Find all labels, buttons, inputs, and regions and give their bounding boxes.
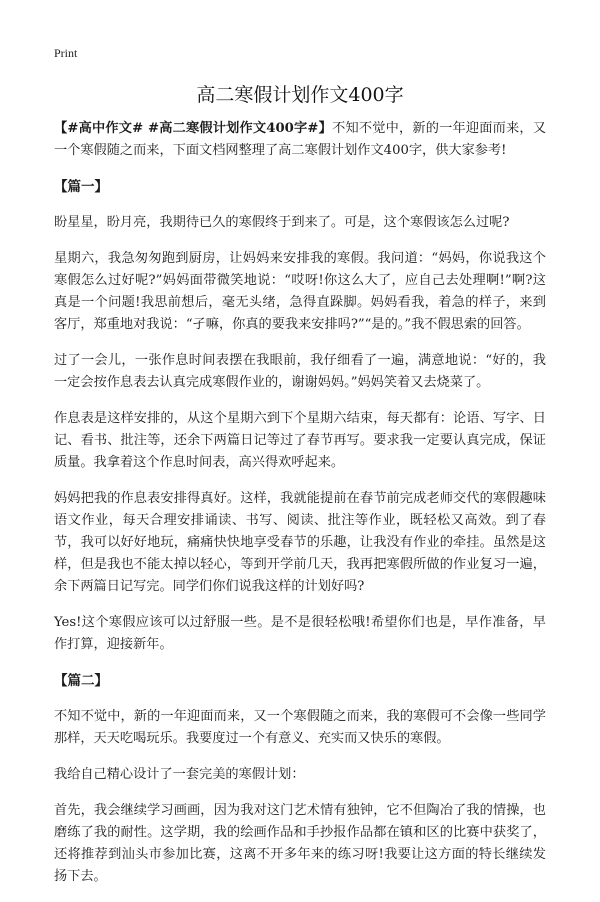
section-heading-2: 【篇二】 bbox=[54, 673, 108, 689]
article-body bbox=[54, 118, 546, 902]
paragraph: Yes!这个寒假应该可以过舒服一些。是不是很轻松哦!希望你们也是，早作准备，早作打算，迎接新年。 bbox=[54, 615, 546, 652]
paragraph: 不知不觉中，新的一年迎面而来，又一个寒假随之而来，我的寒假可不会像一些同学那样，天天吃喝玩乐。我要度过一个有意义、充实而又快乐的寒假。 bbox=[54, 709, 546, 746]
print-link[interactable]: Print bbox=[54, 46, 78, 60]
intro-text: 不知不觉中，新的一年迎面而来，又一个寒假随之而来，下面文档网整理了高二寒假计划作文400字，供大家参考! bbox=[54, 121, 547, 158]
paragraph: 首先，我会继续学习画画，因为我对这门艺术情有独钟，它不但陶冶了我的情操，也磨练了我的耐性。这学期，我的绘画作品和手抄报作品都在镇和区的比赛中获奖了，还将推荐到汕头市参加比赛，这离不开多年来的练习呀!我要让这方面的特长继续发扬下去。 bbox=[54, 803, 546, 884]
intro-tag: 【#高中作文# #高二寒假计划作文400字#】 bbox=[54, 121, 333, 136]
paragraph: 作息表是这样安排的，从这个星期六到下个星期六结束，每天都有：论语、写字、日记、看书、批注等，还余下两篇日记等过了春节再写。要求我一定要认真完成，保证质量。我拿着这个作息时间表，高兴得欢呼起来。 bbox=[54, 411, 546, 470]
paragraph: 过了一会儿，一张作息时间表摆在我眼前，我仔细看了一遍，满意地说：“好的，我一定会按作息表去认真完成寒假作业的，谢谢妈妈。”妈妈笑着又去烧菜了。 bbox=[54, 353, 546, 390]
paragraph: 盼星星，盼月亮，我期待已久的寒假终于到来了。可是，这个寒假该怎么过呢? bbox=[54, 215, 510, 230]
paragraph: 妈妈把我的作息表安排得真好。这样，我就能提前在春节前完成老师交代的寒假趣味语文作业，每天合理安排诵读、书写、阅读、批注等作业，既轻松又高效。到了春节，我可以好好地玩，痛痛快快地享受春节的乐趣，让我没有作业的牵挂。虽然是这样，但是我也不能太掉以轻心，等到开学前几天，我再把寒假所做的作业复习一遍，余下两篇日记写完。同学们你们说我这样的计划好吗? bbox=[54, 491, 546, 594]
paragraph: 星期六，我急匆匆跑到厨房，让妈妈来安排我的寒假。我问道：“妈妈，你说我这个寒假怎么过好呢?”妈妈面带微笑地说：“哎呀!你这么大了，应自己去处理啊!”啊?这真是一个问题!我思前想后，毫无头绪，急得直跺脚。妈妈看我，着急的样子，来到客厅，郑重地对我说：“孑嘛，你真的要我来安排吗?”“是的。”我不假思索的回答。 bbox=[54, 251, 546, 332]
article-title: 高二寒假计划作文400字 bbox=[196, 84, 404, 106]
intro-paragraph bbox=[54, 118, 546, 162]
paragraph: 我给自己精心设计了一套完美的寒假计划： bbox=[54, 767, 305, 782]
section-heading-1: 【篇一】 bbox=[54, 179, 108, 195]
